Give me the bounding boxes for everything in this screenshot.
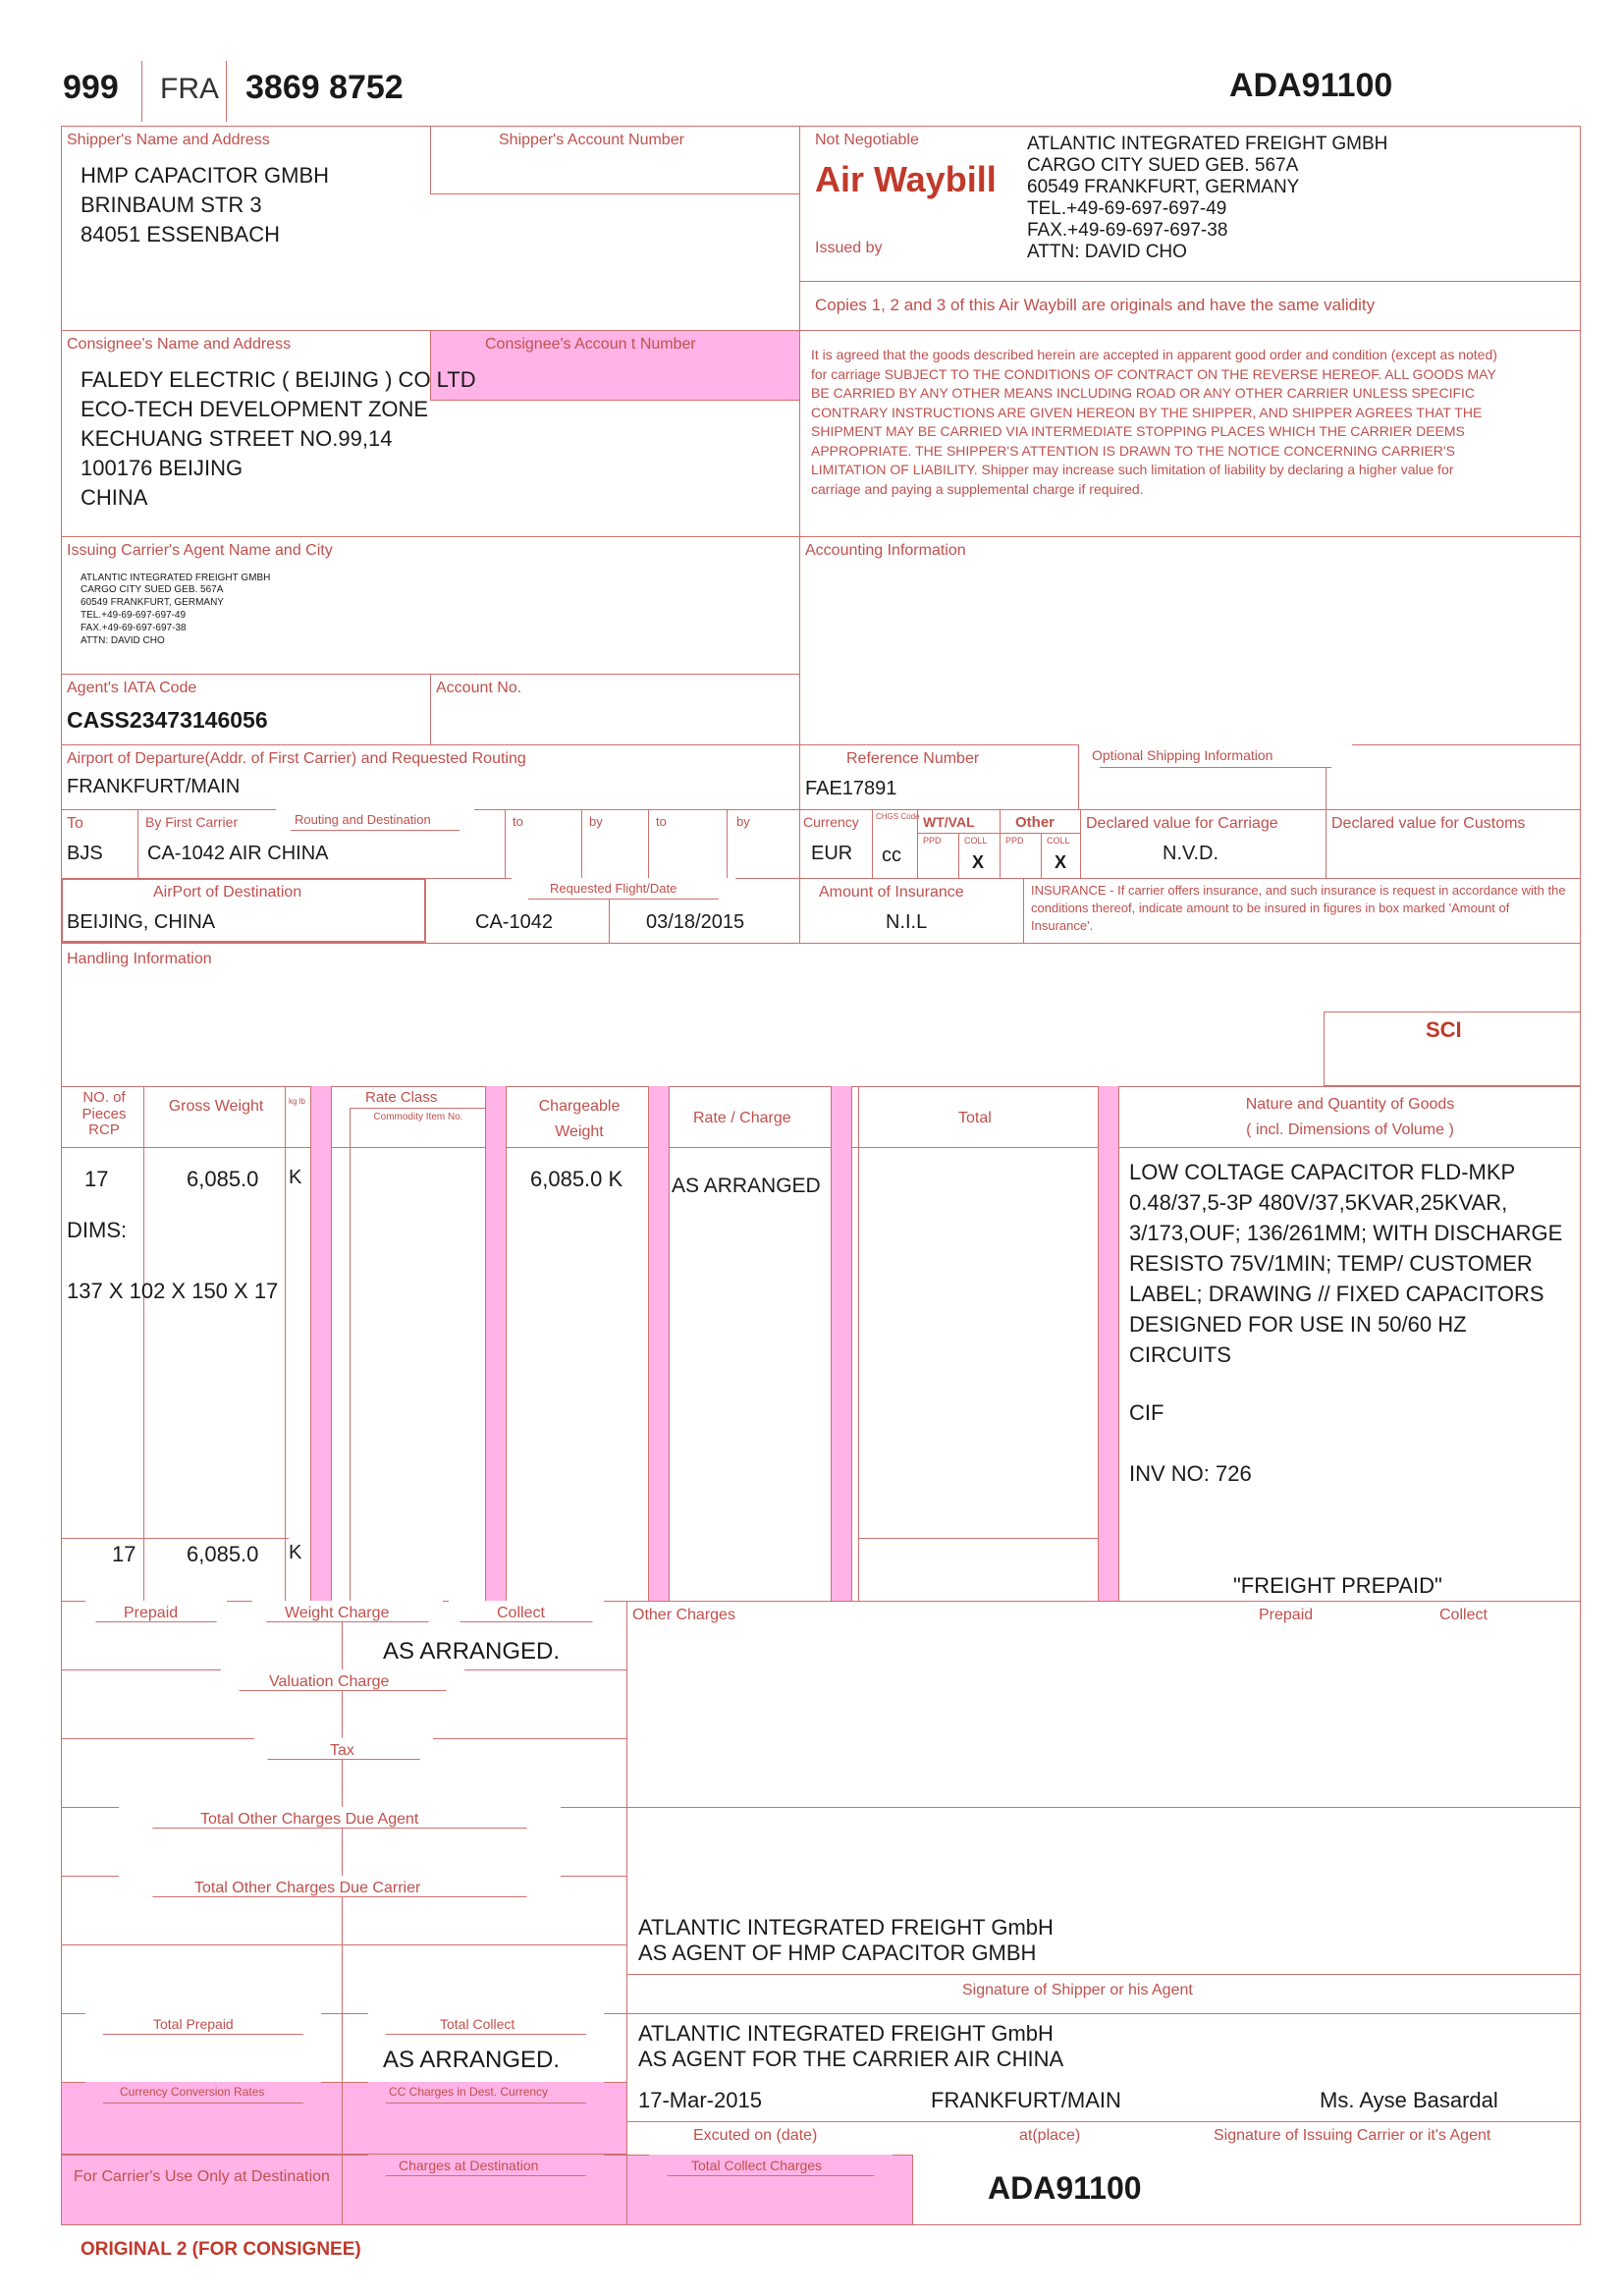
by3-label: by bbox=[736, 814, 750, 829]
flight-date-value: 03/18/2015 bbox=[646, 911, 745, 933]
nature-sub-label: ( incl. Dimensions of Volume ) bbox=[1246, 1121, 1454, 1138]
consignee-line-5: CHINA bbox=[81, 485, 148, 510]
shipper-label: Shipper's Name and Address bbox=[67, 132, 270, 148]
first-carrier: CA-1042 AIR CHINA bbox=[147, 843, 329, 864]
signatory: Ms. Ayse Basardal bbox=[1320, 2088, 1498, 2112]
departure-airport: FRANKFURT/MAIN bbox=[67, 776, 241, 797]
chargeable-value: 6,085.0 K bbox=[530, 1167, 623, 1191]
weight-collect-value: AS ARRANGED. bbox=[383, 1638, 561, 1665]
total-agent-label: Total Other Charges Due Agent bbox=[200, 1811, 419, 1828]
departure-label: Airport of Departure(Addr. of First Carrier) and Requested Routing bbox=[67, 750, 526, 767]
other-prepaid-label: Prepaid bbox=[1259, 1607, 1314, 1623]
commodity-label: Commodity Item No. bbox=[373, 1112, 463, 1122]
issued-by-label: Issued by bbox=[815, 240, 883, 256]
to3-label: to bbox=[656, 814, 667, 829]
flight-value: CA-1042 bbox=[475, 911, 553, 933]
other-charges-label: Other Charges bbox=[632, 1607, 735, 1623]
issuer-line-5: FAX.+49-69-697-697-38 bbox=[1027, 220, 1228, 241]
consignee-line-2: ECO-TECH DEVELOPMENT ZONE bbox=[81, 397, 429, 421]
other-label: Other bbox=[1015, 814, 1056, 831]
consignee-line-3: KECHUANG STREET NO.99,14 bbox=[81, 426, 393, 451]
consignee-line-1: FALEDY ELECTRIC ( BEIJING ) CO LTD bbox=[81, 367, 476, 392]
goods-terms: CIF bbox=[1129, 1400, 1164, 1425]
stripe-2 bbox=[485, 1086, 507, 1601]
consignee-label: Consignee's Name and Address bbox=[67, 336, 292, 353]
other-coll-mark: X bbox=[1055, 852, 1067, 872]
iata-code: CASS23473146056 bbox=[67, 707, 268, 733]
total-label: Total bbox=[958, 1110, 992, 1126]
stripe-4 bbox=[831, 1086, 852, 1601]
carrier-sig-label: Signature of Issuing Carrier or it's Agent bbox=[1214, 2127, 1491, 2144]
gross-value: 6,085.0 bbox=[187, 1167, 259, 1191]
place-label: at(place) bbox=[1019, 2127, 1081, 2144]
dest-label: AirPort of Destination bbox=[153, 884, 302, 901]
declared-customs-label: Declared value for Customs bbox=[1331, 815, 1526, 832]
other-ppd-label: PPD bbox=[1005, 836, 1024, 846]
wt-coll-label: COLL bbox=[964, 836, 988, 846]
agent-line-1: ATLANTIC INTEGRATED FREIGHT GMBH bbox=[81, 573, 271, 583]
shipper-sig-line-2: AS AGENT OF HMP CAPACITOR GMBH bbox=[638, 1941, 1037, 1965]
collect-label: Collect bbox=[497, 1605, 545, 1621]
chargeable-label: Chargeable Weight bbox=[538, 1098, 621, 1140]
shipper-sig-label: Signature of Shipper or his Agent bbox=[962, 1982, 1193, 1998]
gross-label: Gross Weight bbox=[168, 1098, 264, 1115]
shipper-line-1: HMP CAPACITOR GMBH bbox=[81, 163, 330, 188]
shipper-line-3: 84051 ESSENBACH bbox=[81, 222, 280, 246]
agent-label: Issuing Carrier's Agent Name and City bbox=[67, 542, 333, 559]
agent-line-6: ATTN: DAVID CHO bbox=[81, 635, 165, 646]
conditions-text: It is agreed that the goods described herein are accepted in apparent good order and condition (except as noted) for carriage SUBJECT TO THE CONDITIONS OF CONTRACT ON THE REVERSE HEREOF. ALL GOODS MAY BE CARRIED BY ANY OTHER MEANS INCLUDING ROAD OR ANY OTHER CARRIER UNLESS SPECIFIC CONTRARY INSTRUCTIONS ARE GIVEN HEREON BY THE SHIPPER, AND SHIPPER AGREES THAT THE SHIPMENT MAY BE CARRIED VIA INTERMEDIATE STOPPING PLACES WHICH THE CARRIER DEEMS APPROPRIATE. THE SHIPPER'S ATTENTION IS DRAWN TO THE NOTICE CONCERNING CARRIER'S LIMITATION OF LIABILITY. Shipper may increase such limitation of liability by declaring a higher value for carriage and paying a supplemental charge if required. bbox=[811, 347, 1497, 497]
agent-line-5: FAX.+49-69-697-697-38 bbox=[81, 623, 187, 633]
insurance-note: INSURANCE - If carrier offers insurance, and such insurance is request in accordance with the conditions thereof, indicate amount to be insured in figures in box marked 'Amount of Insurance'. bbox=[1031, 883, 1566, 933]
consignee-line-4: 100176 BEIJING bbox=[81, 456, 244, 480]
carrier-use-box bbox=[61, 2155, 343, 2225]
wt-coll-mark: X bbox=[972, 852, 985, 872]
accounting-label: Accounting Information bbox=[805, 542, 966, 559]
carrier-sig-line-1: ATLANTIC INTEGRATED FREIGHT GmbH bbox=[638, 2021, 1054, 2046]
declared-carriage-label: Declared value for Carriage bbox=[1086, 815, 1278, 832]
dims-label: DIMS: bbox=[67, 1218, 128, 1242]
carrier-sig-line-2: AS AGENT FOR THE CARRIER AIR CHINA bbox=[638, 2047, 1064, 2071]
shipper-line-2: BRINBAUM STR 3 bbox=[81, 192, 262, 217]
gross-unit: K bbox=[289, 1167, 302, 1188]
reference-label: Reference Number bbox=[846, 750, 980, 767]
not-negotiable-label: Not Negotiable bbox=[815, 132, 919, 148]
issuer-line-2: CARGO CITY SUED GEB. 567A bbox=[1027, 155, 1299, 176]
issuer-line-1: ATLANTIC INTEGRATED FREIGHT GMBH bbox=[1027, 134, 1388, 154]
optional-label: Optional Shipping Information bbox=[1092, 747, 1273, 763]
total-gross-unit: K bbox=[289, 1542, 302, 1563]
sci-label: SCI bbox=[1426, 1017, 1462, 1042]
to-code: BJS bbox=[67, 843, 103, 864]
air-waybill-title: Air Waybill bbox=[815, 159, 997, 199]
cc-dest-label: CC Charges in Dest. Currency bbox=[389, 2085, 549, 2099]
freight-note: "FREIGHT PREPAID" bbox=[1233, 1573, 1442, 1598]
dims-value: 137 X 102 X 150 X 17 bbox=[67, 1279, 279, 1303]
dest-charges-label: Charges at Destination bbox=[399, 2158, 539, 2173]
date-label: Excuted on (date) bbox=[693, 2127, 818, 2144]
other-collect-label: Collect bbox=[1439, 1607, 1488, 1623]
airline-prefix: 999 bbox=[63, 69, 119, 106]
currency-value: EUR bbox=[811, 843, 853, 864]
total-prepaid-label: Total Prepaid bbox=[153, 2016, 234, 2032]
issuer-line-4: TEL.+49-69-697-697-49 bbox=[1027, 198, 1227, 219]
executed-date: 17-Mar-2015 bbox=[638, 2088, 762, 2112]
wt-ppd-label: PPD bbox=[923, 836, 942, 846]
insurance-value: N.I.L bbox=[886, 911, 928, 933]
rate-value: AS ARRANGED bbox=[672, 1175, 821, 1197]
awb-serial: 3869 8752 bbox=[245, 69, 404, 106]
reference-number: FAE17891 bbox=[805, 778, 897, 799]
total-collect-value: AS ARRANGED. bbox=[383, 2047, 561, 2073]
origin-code: FRA bbox=[160, 73, 219, 105]
executed-place: FRANKFURT/MAIN bbox=[931, 2088, 1121, 2112]
agent-line-4: TEL.+49-69-697-697-49 bbox=[81, 610, 187, 621]
issuer-line-6: ATTN: DAVID CHO bbox=[1027, 242, 1187, 262]
flight-date-label: Requested Flight/Date bbox=[550, 881, 677, 896]
tax-label: Tax bbox=[330, 1742, 354, 1759]
chgs-label: CHGS Code bbox=[876, 812, 920, 821]
nature-label: Nature and Quantity of Goods bbox=[1245, 1096, 1455, 1113]
pieces-value: 17 bbox=[84, 1167, 109, 1191]
wtval-label: WT/VAL bbox=[923, 814, 975, 830]
chgs-value: cc bbox=[882, 845, 901, 866]
insurance-label: Amount of Insurance bbox=[819, 884, 964, 901]
agent-account-label: Account No. bbox=[436, 680, 522, 696]
valuation-label: Valuation Charge bbox=[269, 1673, 390, 1690]
first-carrier-label: By First Carrier bbox=[145, 814, 239, 830]
currency-label: Currency bbox=[803, 814, 859, 830]
total-gross: 6,085.0 bbox=[187, 1542, 259, 1566]
total-carrier-label: Total Other Charges Due Carrier bbox=[194, 1880, 421, 1896]
goods-description: LOW COLTAGE CAPACITOR FLD-MKP 0.48/37,5-3P 480V/37,5KVAR,25KVAR, 3/173,OUF; 136/261MM; WITH DISCHARGE RESISTO 75V/1MIN; TEMP/ CUSTOMER LABEL; DRAWING // FIXED CAPACITORS DESIGNED FOR USE IN 50/60 HZ CIRCUITS bbox=[1129, 1160, 1563, 1367]
prepaid-label: Prepaid bbox=[124, 1605, 179, 1621]
issuer-line-3: 60549 FRANKFURT, GERMANY bbox=[1027, 177, 1300, 197]
carrier-use-label: For Carrier's Use Only at Destination bbox=[74, 2168, 330, 2185]
original-copy-label: ORIGINAL 2 (FOR CONSIGNEE) bbox=[81, 2239, 361, 2260]
to2-label: to bbox=[513, 814, 523, 829]
rate-label: Rate / Charge bbox=[693, 1110, 791, 1126]
agent-line-2: CARGO CITY SUED GEB. 567A bbox=[81, 584, 224, 595]
kg-label: kg lb bbox=[289, 1097, 305, 1106]
other-coll-label: COLL bbox=[1047, 836, 1070, 846]
stripe-5 bbox=[1098, 1086, 1119, 1601]
rate-class-label: Rate Class bbox=[365, 1089, 438, 1106]
currency-conv-label: Currency Conversion Rates bbox=[120, 2085, 265, 2099]
hawb-number-top: ADA91100 bbox=[1229, 67, 1393, 104]
handling-label: Handling Information bbox=[67, 951, 212, 967]
shipper-sig-line-1: ATLANTIC INTEGRATED FREIGHT GmbH bbox=[638, 1915, 1054, 1940]
pieces-label: NO. of Pieces RCP bbox=[81, 1089, 127, 1138]
routing-dest-label: Routing and Destination bbox=[295, 812, 431, 827]
total-collect-charges-label: Total Collect Charges bbox=[691, 2158, 823, 2173]
invoice-number: INV NO: 726 bbox=[1129, 1461, 1252, 1486]
weight-charge-label: Weight Charge bbox=[285, 1605, 390, 1621]
stripe-3 bbox=[648, 1086, 670, 1601]
declared-carriage: N.V.D. bbox=[1163, 843, 1219, 864]
hawb-number-bottom: ADA91100 bbox=[988, 2170, 1142, 2206]
to-label: To bbox=[67, 815, 83, 832]
total-collect-label: Total Collect bbox=[440, 2016, 515, 2032]
iata-label: Agent's IATA Code bbox=[67, 680, 197, 696]
by2-label: by bbox=[589, 814, 603, 829]
copies-note: Copies 1, 2 and 3 of this Air Waybill are originals and have the same validity bbox=[815, 296, 1376, 314]
stripe-1 bbox=[310, 1086, 332, 1601]
total-pieces: 17 bbox=[112, 1542, 136, 1566]
shipper-account-label: Shipper's Account Number bbox=[499, 132, 684, 148]
destination-value: BEIJING, CHINA bbox=[67, 911, 216, 933]
agent-line-3: 60549 FRANKFURT, GERMANY bbox=[81, 597, 224, 608]
consignee-account-label: Consignee's Accoun t Number bbox=[485, 336, 696, 353]
